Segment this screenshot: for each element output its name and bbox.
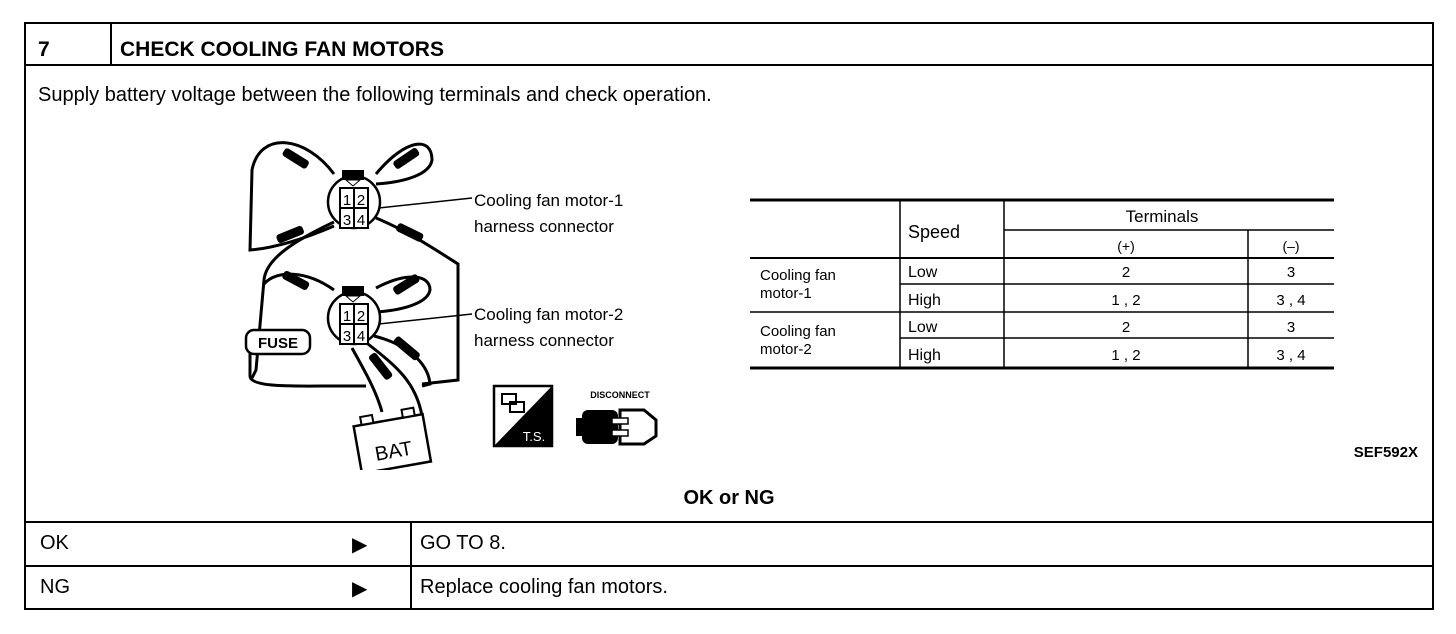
group-1-row-1-speed: Low (908, 264, 938, 281)
group-2-name-line2: motor-2 (760, 341, 812, 358)
group-1-name-line1: Cooling fan (760, 267, 836, 284)
connector-1-pin-2: 2 (356, 192, 366, 209)
results-row-divider (26, 565, 1432, 567)
step-number-divider (110, 24, 112, 64)
connector-2-pin-2: 2 (356, 308, 366, 325)
group-1-row-2-plus: 1 , 2 (1111, 292, 1141, 309)
ok-or-ng-question: OK or NG (683, 487, 775, 509)
result-ok-label: OK (40, 532, 69, 554)
connector-1-leader (379, 198, 472, 208)
battery-symbol (352, 406, 431, 470)
connector-2-pin-3: 3 (342, 328, 352, 345)
connector-1-label-line1: Cooling fan motor-1 (474, 191, 624, 210)
group-2-row-2-speed: High (908, 347, 941, 364)
disconnect-icon (576, 390, 656, 444)
header-divider (26, 64, 1432, 66)
connector-2-label-line2: harness connector (474, 331, 614, 350)
terminal-spec-table (750, 198, 1336, 374)
connector-1 (328, 170, 380, 229)
connector-2-pin-1: 1 (342, 308, 352, 325)
header-terminals: Terminals (1125, 207, 1199, 226)
connector-1-pin-3: 3 (342, 212, 352, 229)
header-plus: (+) (1117, 238, 1135, 254)
results-column-divider (410, 521, 412, 610)
result-ng-action: Replace cooling fan motors. (420, 576, 668, 598)
connector-2-pin-4: 4 (356, 328, 366, 345)
connector-2-label-line1: Cooling fan motor-2 (474, 305, 624, 324)
result-ng-arrow-icon: ▶ (352, 578, 368, 600)
group-2-row-1-plus: 2 (1121, 319, 1131, 336)
group-2-row-2-plus: 1 , 2 (1111, 347, 1141, 364)
group-1-row-2-minus: 3 , 4 (1276, 292, 1306, 309)
group-1-row-1-plus: 2 (1121, 264, 1131, 281)
group-2-row-1-speed: Low (908, 319, 938, 336)
result-ok-action: GO TO 8. (420, 532, 506, 554)
connector-2 (328, 286, 380, 345)
connector-1-label-line2: harness connector (474, 217, 614, 236)
header-speed: Speed (908, 222, 961, 242)
battery-label: BAT (373, 437, 415, 466)
results-top-divider (26, 521, 1432, 523)
group-1-row-2-speed: High (908, 292, 941, 309)
fuse-label: FUSE (257, 335, 299, 352)
fuse-symbol (246, 330, 310, 354)
result-ok-arrow-icon: ▶ (352, 534, 368, 556)
result-ng-label: NG (40, 576, 70, 598)
group-2-row-2-minus: 3 , 4 (1276, 347, 1306, 364)
step-number: 7 (38, 38, 50, 61)
step-7-panel (24, 22, 1434, 610)
group-1-name-line2: motor-1 (760, 285, 812, 302)
connector-1-pin-1: 1 (342, 192, 352, 209)
group-1-row-1-minus: 3 (1286, 264, 1296, 281)
disconnect-icon-label: DISCONNECT (590, 390, 650, 400)
figure-code: SEF592X (1353, 444, 1418, 461)
group-2-name-line1: Cooling fan (760, 323, 836, 340)
ts-icon (494, 386, 552, 446)
step-title: CHECK COOLING FAN MOTORS (120, 38, 444, 61)
ts-icon-label: T.S. (522, 429, 546, 444)
group-2-row-1-minus: 3 (1286, 319, 1296, 336)
connector-1-pin-4: 4 (356, 212, 366, 229)
instruction-text: Supply battery voltage between the following terminals and check operation. (38, 84, 712, 106)
header-minus: (–) (1282, 238, 1300, 254)
wiring-diagram (216, 130, 696, 470)
